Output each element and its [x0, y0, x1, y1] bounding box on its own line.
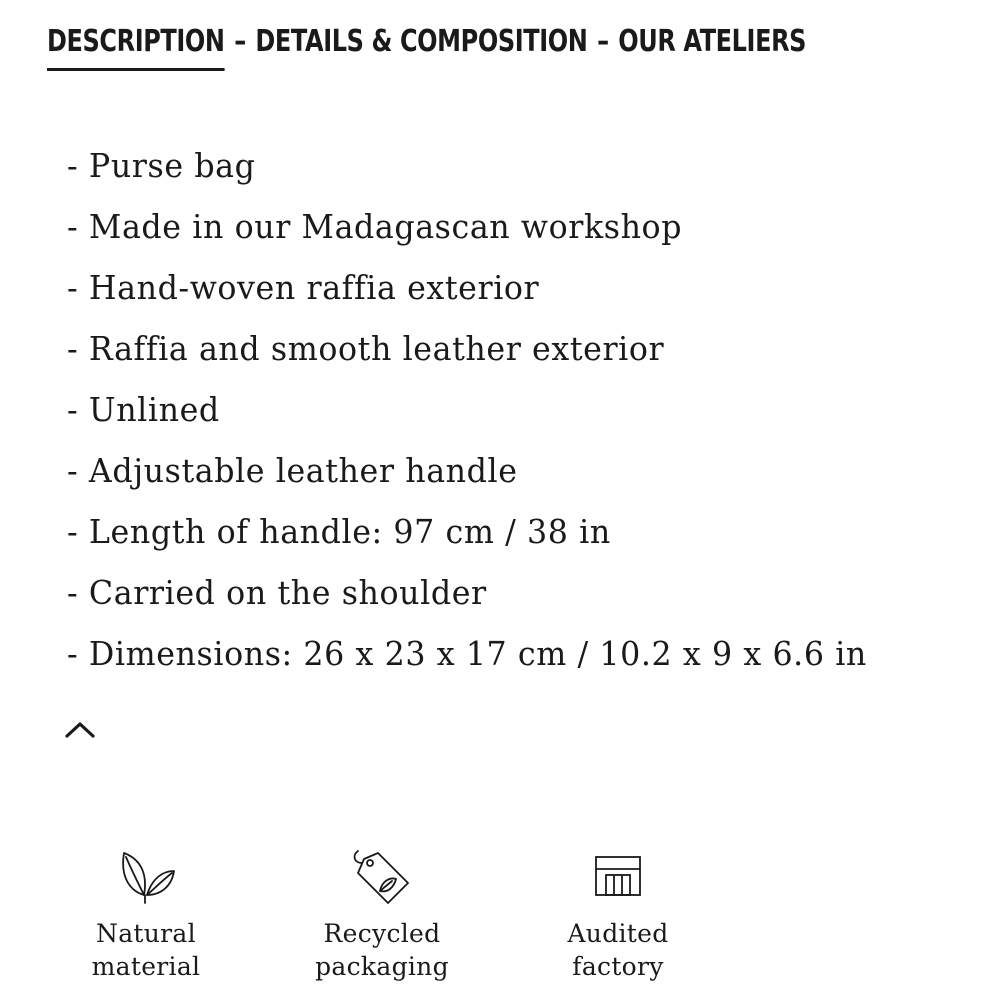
factory-icon	[586, 845, 650, 909]
description-item: - Carried on the shoulder	[67, 573, 487, 612]
feature-recycled-packaging	[282, 845, 482, 983]
tab-our-ateliers[interactable]: OUR ATELIERS	[618, 24, 807, 59]
feature-label: Audited factory	[567, 919, 669, 981]
description-item: - Raffia and smooth leather exterior	[67, 329, 665, 368]
chevron-up-icon	[62, 716, 98, 744]
collapse-description-button[interactable]	[62, 716, 98, 744]
feature-label: Natural material	[91, 919, 201, 981]
description-item: - Purse bag	[67, 146, 256, 185]
tab-description[interactable]: DESCRIPTION	[47, 18, 225, 71]
description-item: - Adjustable leather handle	[67, 451, 518, 490]
description-item: - Unlined	[67, 390, 220, 429]
description-item: - Dimensions: 26 x 23 x 17 cm / 10.2 x 9 x 6.6 in	[67, 634, 867, 673]
description-item: - Length of handle: 97 cm / 38 in	[67, 512, 611, 551]
product-features	[0, 845, 1000, 995]
description-list	[67, 140, 867, 689]
description-item: - Made in our Madagascan workshop	[67, 207, 683, 246]
description-item: - Hand-woven raffia exterior	[67, 268, 540, 307]
product-info-tabs	[47, 18, 806, 71]
feature-natural-material	[46, 845, 246, 983]
recycle-tag-icon	[350, 845, 414, 909]
tab-separator: –	[234, 24, 246, 59]
feature-label: Recycled packaging	[315, 919, 449, 981]
leaf-icon	[114, 845, 178, 909]
tab-details-composition[interactable]: DETAILS & COMPOSITION	[255, 24, 588, 59]
tab-separator: –	[597, 24, 609, 59]
feature-audited-factory	[518, 845, 718, 983]
